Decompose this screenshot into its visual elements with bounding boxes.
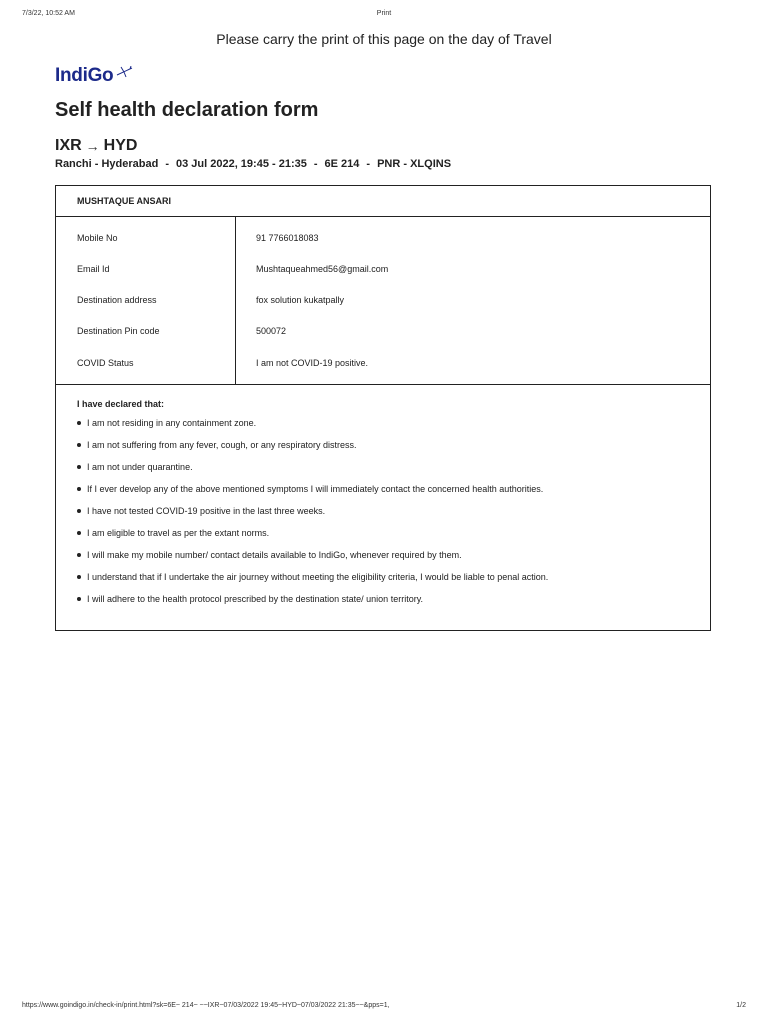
separator: - xyxy=(366,158,371,170)
bullet-icon xyxy=(77,487,81,491)
page-number: 1/2 xyxy=(736,1002,746,1009)
list-item-text: I have not tested COVID-19 positive in the last three weeks. xyxy=(87,506,326,516)
list-item xyxy=(77,461,710,483)
detail-row-pincode xyxy=(56,323,710,339)
logo-text: IndiGo xyxy=(55,65,114,86)
flight-number: 6E 214 xyxy=(324,158,360,170)
detail-value: Mushtaqueahmed56@gmail.com xyxy=(256,264,389,274)
declaration-title: I have declared that: xyxy=(77,399,165,409)
route-arrow-icon: → xyxy=(85,138,100,154)
indigo-logo xyxy=(55,64,134,88)
detail-value: 500072 xyxy=(256,326,287,336)
detail-row-mobile xyxy=(56,230,710,246)
detail-label: Destination Pin code xyxy=(77,326,160,336)
passenger-details-table xyxy=(56,217,710,385)
route-destination: HYD xyxy=(103,137,138,154)
bullet-icon xyxy=(77,509,81,513)
trip-summary xyxy=(55,158,451,170)
detail-label: Email Id xyxy=(77,264,110,274)
page-title: Self health declaration form xyxy=(55,99,319,121)
detail-value: 91 7766018083 xyxy=(256,233,319,243)
list-item-text: I will make my mobile number/ contact details available to IndiGo, whenever required by them. xyxy=(87,550,462,560)
passenger-name: MUSHTAQUE ANSARI xyxy=(56,186,710,217)
declaration-list xyxy=(77,417,710,615)
detail-value: I am not COVID-19 positive. xyxy=(256,358,369,368)
route-origin: IXR xyxy=(55,137,82,154)
list-item xyxy=(77,439,710,461)
detail-label: Mobile No xyxy=(77,233,118,243)
declaration-section xyxy=(56,385,710,615)
separator: - xyxy=(313,158,318,170)
print-page-title: Print xyxy=(376,10,392,17)
detail-value: fox solution kukatpally xyxy=(256,295,345,305)
bullet-icon xyxy=(77,575,81,579)
list-item-text: I will adhere to the health protocol prescribed by the destination state/ union territory. xyxy=(87,594,424,604)
list-item xyxy=(77,527,710,549)
bullet-icon xyxy=(77,421,81,425)
bullet-icon xyxy=(77,597,81,601)
declaration-card xyxy=(55,185,711,631)
list-item-text: If I ever develop any of the above mentioned symptoms I will immediately contact the concerned health authorities. xyxy=(87,484,544,494)
flight-route xyxy=(55,137,137,155)
bullet-icon xyxy=(77,531,81,535)
list-item-text: I understand that if I undertake the air journey without meeting the eligibility criteria, I would be liable to penal action. xyxy=(87,572,549,582)
list-item xyxy=(77,505,710,527)
list-item-text: I am not suffering from any fever, cough, or any respiratory distress. xyxy=(87,440,357,450)
bullet-icon xyxy=(77,443,81,447)
page-url: https://www.goindigo.in/check-in/print.html?sk=6E~ 214~ ~~IXR~07/03/2022 19:45~HYD~07/03/2022 21:35~~&pps=1, xyxy=(22,1002,390,1009)
list-item-text: I am eligible to travel as per the extant norms. xyxy=(87,528,270,538)
print-notice: Please carry the print of this page on the day of Travel xyxy=(216,31,552,47)
plane-icon xyxy=(116,65,134,83)
print-header xyxy=(22,10,746,22)
detail-row-covid-status xyxy=(56,355,710,371)
trip-datetime: 03 Jul 2022, 19:45 - 21:35 xyxy=(175,158,307,170)
bullet-icon xyxy=(77,553,81,557)
print-footer xyxy=(22,1002,746,1014)
list-item xyxy=(77,483,710,505)
trip-cities: Ranchi - Hyderabad xyxy=(55,158,159,170)
detail-label: COVID Status xyxy=(77,358,134,368)
pnr: PNR - XLQINS xyxy=(377,158,452,170)
separator: - xyxy=(165,158,169,170)
detail-row-email xyxy=(56,261,710,277)
print-timestamp: 7/3/22, 10:52 AM xyxy=(22,10,75,17)
list-item xyxy=(77,593,710,615)
list-item xyxy=(77,417,710,439)
list-item xyxy=(77,549,710,571)
detail-row-address xyxy=(56,292,710,308)
list-item xyxy=(77,571,710,593)
detail-label: Destination address xyxy=(77,295,157,305)
list-item-text: I am not under quarantine. xyxy=(87,462,193,472)
list-item-text: I am not residing in any containment zone. xyxy=(87,418,257,428)
bullet-icon xyxy=(77,465,81,469)
